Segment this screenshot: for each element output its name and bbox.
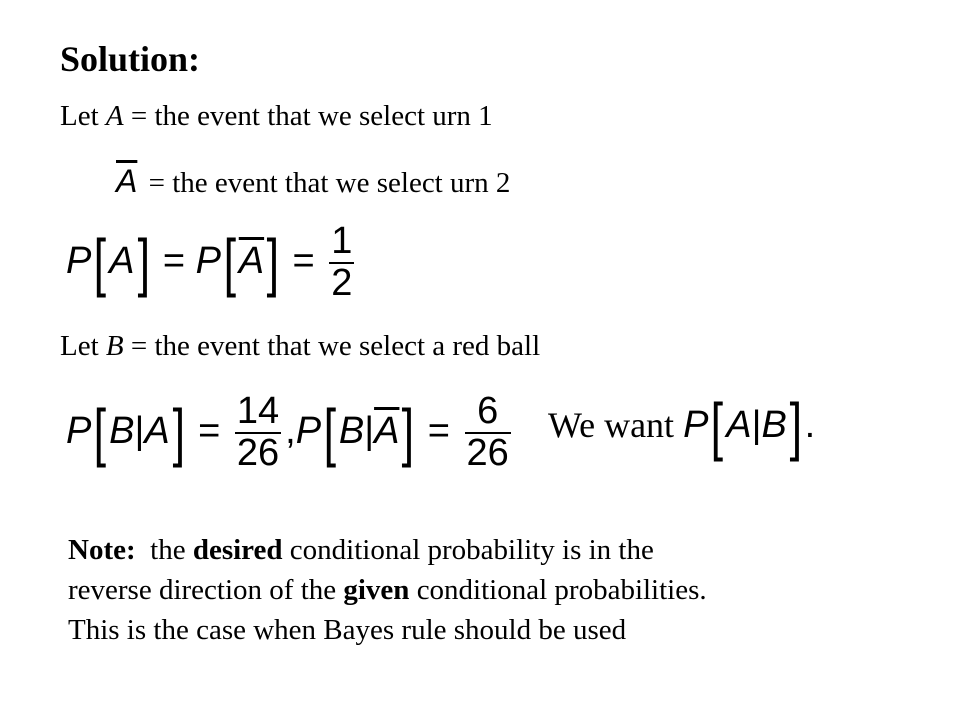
event-b-description: = the event that we select a red ball: [123, 330, 541, 362]
left-bracket: [: [94, 396, 107, 469]
fraction-numerator: 14: [236, 390, 280, 432]
fraction-numerator: 1: [331, 220, 353, 262]
definition-event-a: [60, 100, 493, 133]
note-text: reverse direction of the: [68, 574, 344, 606]
event-a-complement-symbol: $\overline{A}$: [238, 239, 265, 282]
right-bracket: ]: [137, 226, 150, 299]
fraction-one-half: [329, 222, 354, 304]
fraction-denominator: 26: [466, 431, 509, 474]
prob-symbol: P: [295, 409, 322, 452]
equals-sign: =: [427, 409, 450, 452]
note-line-2: [68, 570, 707, 610]
fraction-numerator: 6: [477, 390, 499, 432]
given-bar: |: [751, 403, 762, 446]
event-a-complement-symbol: $\overline{A}$: [374, 409, 400, 452]
right-bracket: ]: [172, 396, 185, 469]
goal-statement: [548, 390, 816, 462]
prob-symbol: P: [66, 239, 92, 282]
let-prefix: Let: [60, 100, 106, 132]
left-bracket: [: [223, 226, 237, 299]
event-a-symbol: A: [144, 409, 170, 452]
page-title: Solution:: [60, 39, 201, 79]
right-bracket: ]: [402, 396, 415, 469]
event-a-description: = the event that we select urn 1: [123, 100, 493, 132]
note-emphasis-given: given: [343, 574, 410, 606]
equals-sign: =: [292, 239, 315, 282]
let-prefix: Let: [60, 330, 106, 362]
equals-sign: =: [162, 239, 186, 282]
period: .: [804, 403, 816, 446]
event-b-symbol: B: [105, 330, 124, 362]
fraction-14-26: [235, 392, 281, 474]
event-a-symbol: A: [726, 403, 752, 446]
event-a-complement-description: = the event that we select urn 2: [148, 167, 511, 199]
right-bracket: ]: [789, 390, 802, 462]
event-b-symbol: B: [338, 409, 365, 452]
left-bracket: [: [94, 226, 107, 299]
left-bracket: [: [711, 390, 724, 462]
equation-conditional-probabilities: [66, 392, 515, 474]
event-a-complement-symbol: $\overline{A}$: [116, 163, 138, 199]
fraction-denominator: 26: [236, 431, 280, 474]
given-bar: |: [364, 409, 375, 452]
prob-symbol: P: [195, 239, 221, 282]
definition-event-b: [60, 330, 540, 363]
note-paragraph: [68, 530, 707, 650]
fraction-denominator: 2: [331, 261, 353, 304]
event-b-symbol: B: [109, 409, 135, 452]
equals-sign: =: [198, 409, 221, 452]
equation-prior-probabilities: [66, 222, 358, 304]
prob-symbol: P: [683, 403, 709, 446]
event-a-symbol: A: [109, 239, 135, 282]
note-text: conditional probability is in the: [282, 534, 654, 566]
fraction-6-26: [465, 392, 511, 474]
definition-event-a-complement: [116, 163, 510, 200]
goal-text: We want: [548, 404, 684, 445]
note-line-3: This is the case when Bayes rule should be used: [68, 614, 627, 646]
right-bracket: ]: [266, 226, 280, 299]
note-label: Note:: [68, 534, 136, 566]
note-emphasis-desired: desired: [192, 534, 283, 566]
prob-symbol: P: [66, 409, 92, 452]
event-b-symbol: B: [761, 403, 787, 446]
given-bar: |: [134, 409, 145, 452]
note-line-1: [68, 530, 707, 570]
event-a-symbol: A: [105, 100, 124, 132]
note-text: the: [135, 534, 193, 566]
left-bracket: [: [323, 396, 337, 469]
comma: ,: [285, 409, 296, 452]
note-text: conditional probabilities.: [409, 574, 707, 606]
